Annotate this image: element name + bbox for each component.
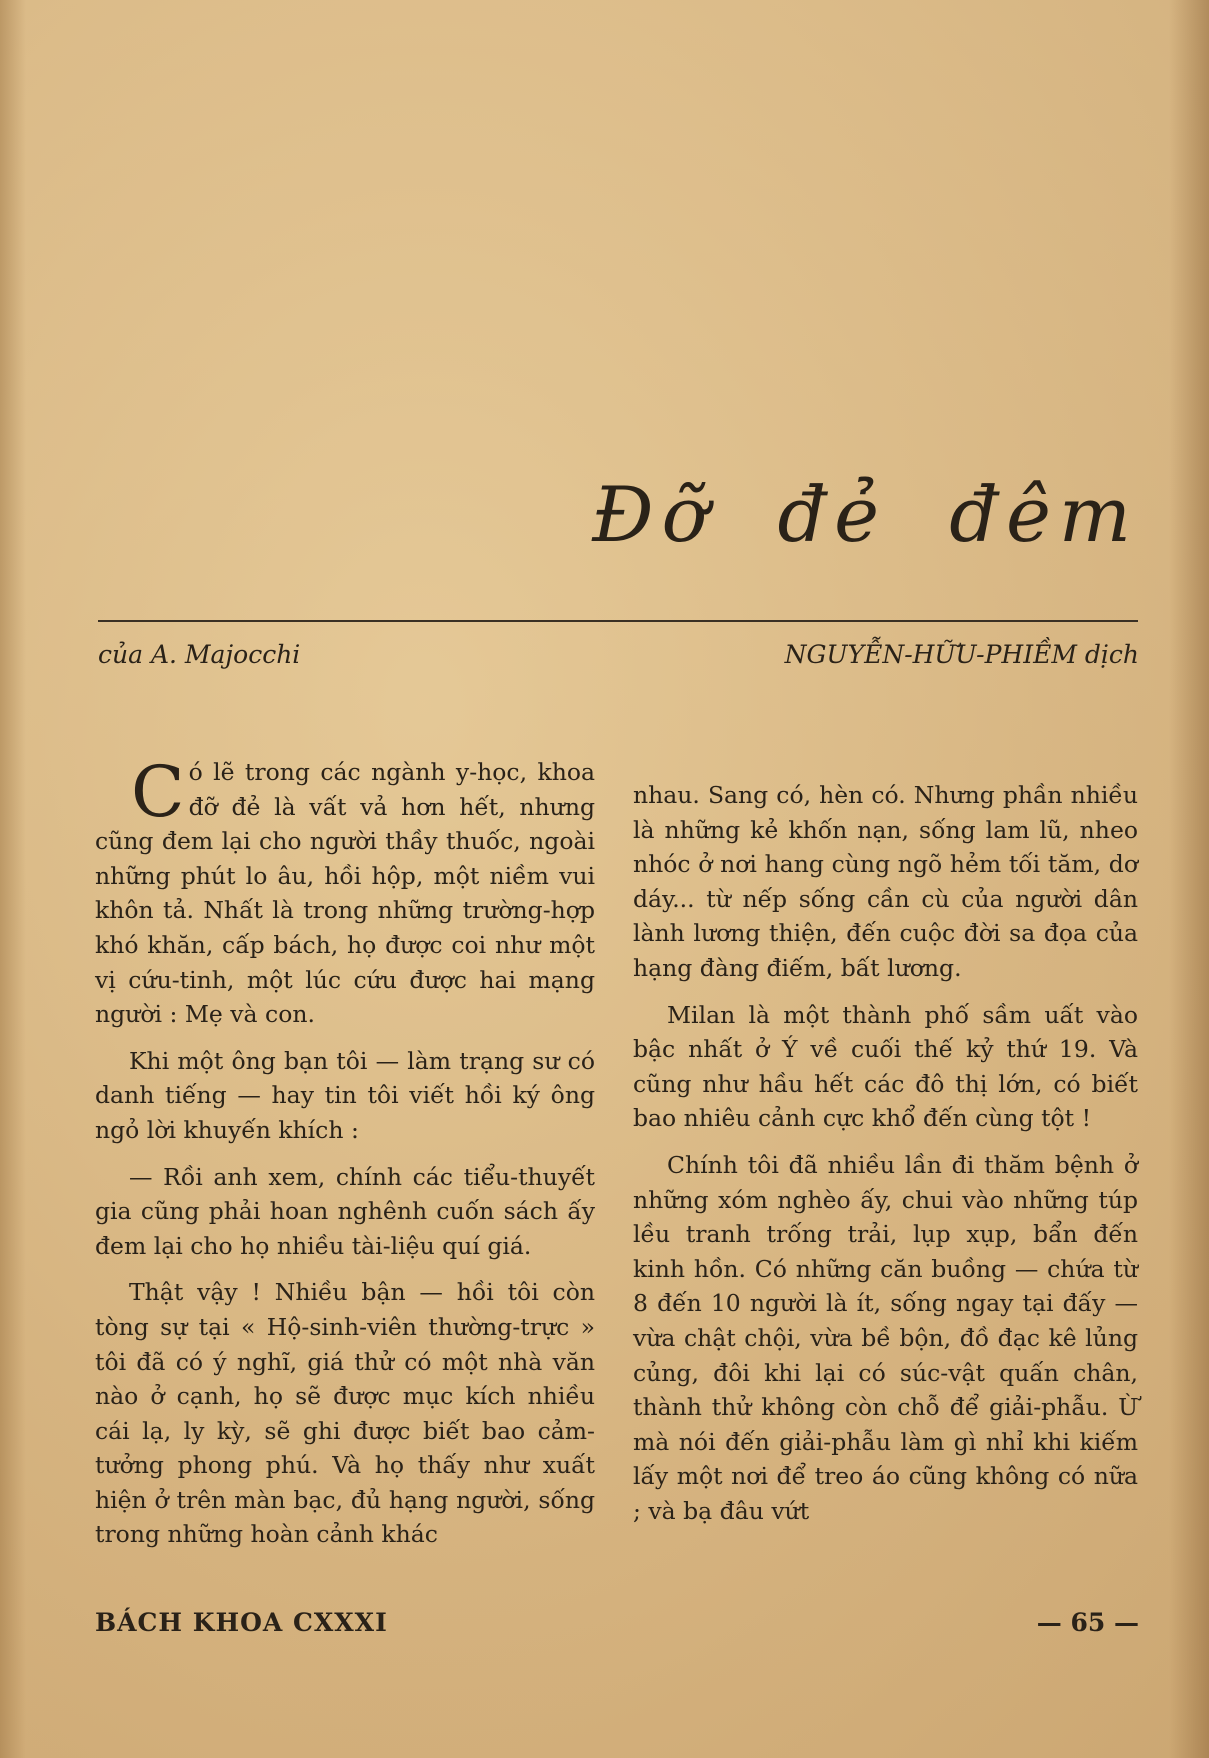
paragraph: Milan là một thành phố sầm uất vào bậc nhất ở Ý về cuối thế kỷ thứ 19. Và cũng như hầu hết các đô thị lớn, có biết bao nhiêu cảnh cực khổ đến cùng tột ! [633, 1000, 1138, 1133]
paragraph: nhau. Sang có, hèn có. Nhưng phần nhiều là những kẻ khốn nạn, sống lam lũ, nheo nhóc ở nơi hang cùng ngõ hẻm tối tăm, dơ dáy... từ nếp sống cần cù của người dân lành lương thiện, đến cuộc đời sa đọa của hạng đàng điếm, bất lương. [633, 781, 1138, 982]
drop-cap: C [131, 751, 185, 833]
translator-credit: NGUYỄN-HỮU-PHIỀM dịch [784, 640, 1139, 669]
title-divider [98, 620, 1138, 622]
publication-name: BÁCH KHOA CXXXI [95, 1608, 388, 1637]
page-edge-shadow-left [0, 0, 26, 1758]
right-column [633, 778, 1138, 1540]
paragraph [95, 751, 595, 1032]
paragraph: Khi một ông bạn tôi — làm trạng sư có danh tiếng — hay tin tôi viết hồi ký ông ngỏ lời khuyến khích : [95, 1046, 595, 1144]
paragraph: Chính tôi đã nhiều lần đi thăm bệnh ở những xóm nghèo ấy, chui vào những túp lều tranh trống trải, lụp xụp, bẩn đến kinh hồn. Có những căn buồng — chứa từ 8 đến 10 người là ít, sống ngay tại đấy — vừa chật chội, vừa bề bộn, đồ đạc kê lủng củng, đôi khi lại có súc-vật quấn chân, thành thử không còn chỗ để giải-phẫu. Ừ mà nói đến giải-phẫu làm gì nhỉ khi kiếm lấy một nơi để treo áo cũng không có nữa ; và bạ đâu vứt [633, 1150, 1138, 1525]
page-number: — 65 — [1036, 1608, 1139, 1637]
left-column [95, 751, 595, 1564]
paragraph-text: ó lẽ trong các ngành y-học, khoa đỡ đẻ là vất vả hơn hết, nhưng cũng đem lại cho người thầy thuốc, ngoài những phút lo âu, hồi hộp, một niềm vui khôn tả. Nhất là trong những trường-hợp khó khăn, cấp bách, họ được coi như một vị cứu-tinh, một lúc cứu được hai mạng người : Mẹ và con. [95, 758, 595, 1029]
article-title: Đỡ đẻ đêm [592, 470, 1139, 559]
page-edge-shadow-right [1169, 0, 1209, 1758]
paragraph: Thật vậy ! Nhiều bận — hồi tôi còn tòng sự tại « Hộ-sinh-viên thường-trực » tôi đã có ý nghĩ, giá thử có một nhà văn nào ở cạnh, họ sẽ được mục kích nhiều cái lạ, ly kỳ, sẽ ghi được biết bao cảm-tưởng phong phú. Và họ thấy như xuất hiện ở trên màn bạc, đủ hạng người, sống trong những hoàn cảnh khác [95, 1278, 595, 1549]
paragraph: — Rồi anh xem, chính các tiểu-thuyết gia cũng phải hoan nghênh cuốn sách ấy đem lại cho họ nhiều tài-liệu quí giá. [95, 1162, 595, 1260]
author-credit: của A. Majocchi [98, 640, 301, 669]
